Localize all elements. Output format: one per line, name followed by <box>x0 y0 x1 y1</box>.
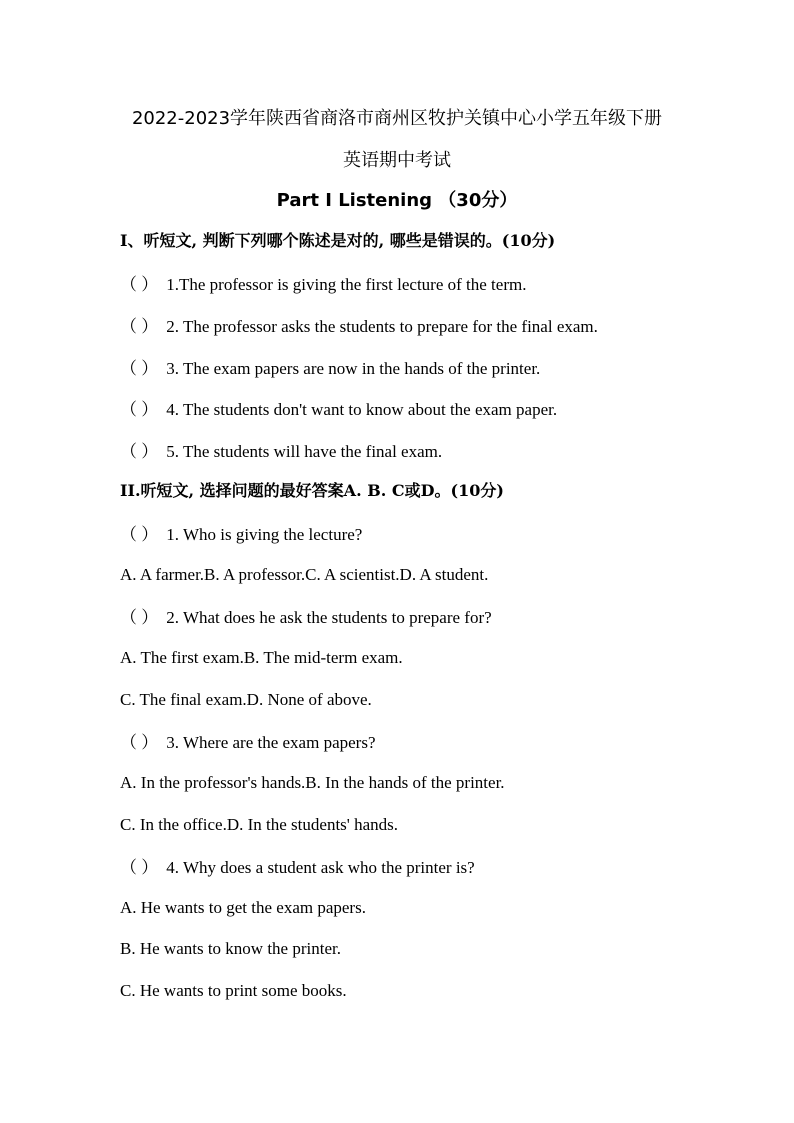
section1-heading: Ⅰ、听短文, 判断下列哪个陈述是对的, 哪些是错误的。(10分) <box>120 231 556 250</box>
mc-question-3-options-cd: C. In the office.D. In the students' hands. <box>120 815 399 834</box>
mc-question-3 <box>120 732 376 754</box>
answer-bracket: （ ） <box>120 317 159 336</box>
mc-question-2-options-ab: A. The first exam.B. The mid-term exam. <box>120 648 403 667</box>
answer-bracket: （ ） <box>120 359 159 378</box>
mc-question-3-options-ab: A. In the professor's hands.B. In the hands of the printer. <box>120 773 505 792</box>
question-text: 2. What does he ask the students to prepare for? <box>166 608 492 627</box>
true-false-item-2 <box>120 316 598 338</box>
true-false-item-3 <box>120 358 540 380</box>
question-text: 1. Who is giving the lecture? <box>166 525 363 544</box>
question-text: 3. Where are the exam papers? <box>166 733 376 752</box>
mc-question-4 <box>120 857 475 879</box>
mc-question-1 <box>120 524 362 546</box>
mc-question-2 <box>120 607 492 629</box>
section2-heading: II.听短文, 选择问题的最好答案A. B. C或D。(10分) <box>120 481 504 500</box>
mc-question-1-options: A. A farmer.B. A professor.C. A scientist.D. A student. <box>120 565 489 584</box>
true-false-item-1 <box>120 274 526 296</box>
answer-bracket: （ ） <box>120 608 159 627</box>
mc-question-4-option-a: A. He wants to get the exam papers. <box>120 898 366 917</box>
item-text: 2. The professor asks the students to prepare for the final exam. <box>166 317 598 336</box>
answer-bracket: （ ） <box>120 858 159 877</box>
mc-question-4-option-b: B. He wants to know the printer. <box>120 939 341 958</box>
answer-bracket: （ ） <box>120 275 159 294</box>
item-text: 5. The students will have the final exam. <box>166 442 443 461</box>
true-false-item-5 <box>120 441 442 463</box>
answer-bracket: （ ） <box>120 525 159 544</box>
item-text: 3. The exam papers are now in the hands of the printer. <box>166 359 541 378</box>
item-text: 4. The students don't want to know about the exam paper. <box>166 400 558 419</box>
answer-bracket: （ ） <box>120 733 159 752</box>
mc-question-4-option-c: C. He wants to print some books. <box>120 981 347 1000</box>
true-false-item-4 <box>120 399 557 421</box>
question-text: 4. Why does a student ask who the printer is? <box>166 858 475 877</box>
mc-question-2-options-cd: C. The final exam.D. None of above. <box>120 690 372 709</box>
item-text: 1.The professor is giving the first lecture of the term. <box>166 275 527 294</box>
answer-bracket: （ ） <box>120 400 159 419</box>
exam-title-line1: 2022-2023学年陕西省商洛市商州区牧护关镇中心小学五年级下册 <box>131 108 663 129</box>
answer-bracket: （ ） <box>120 442 159 461</box>
part1-title: Part Ⅰ Listening （30分） <box>276 190 518 211</box>
exam-title-line2: 英语期中考试 <box>343 150 451 171</box>
